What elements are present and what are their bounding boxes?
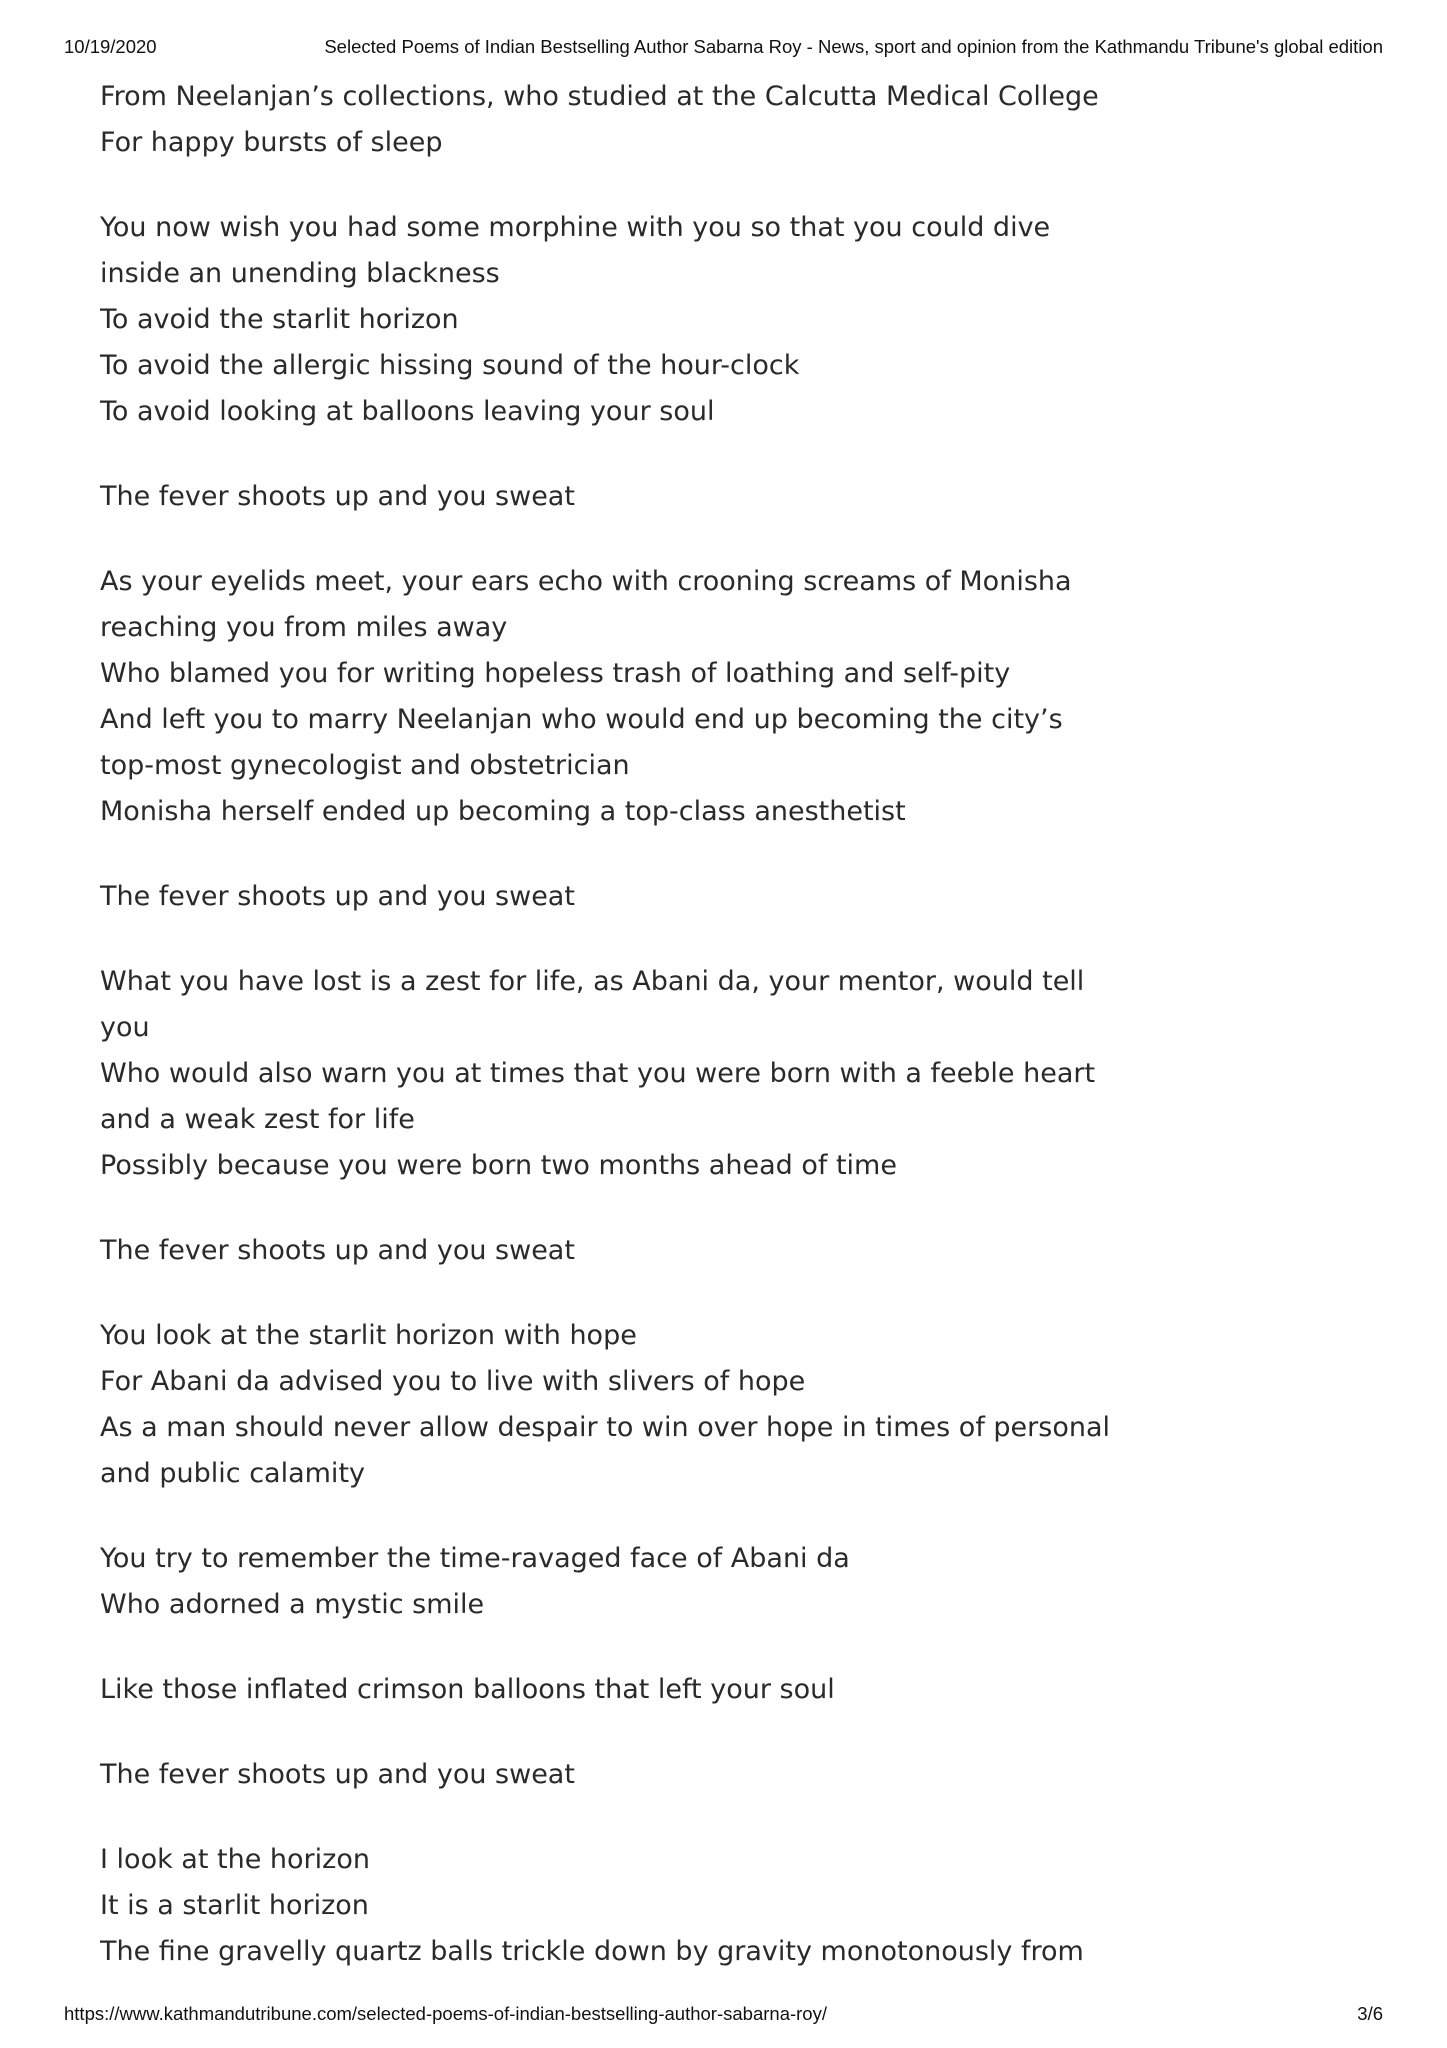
print-date: 10/19/2020 [64,36,157,57]
poem-line: It is a starlit horizon [100,1890,369,1921]
stanza [100,1536,1120,1628]
poem-line: To avoid the starlit horizon [100,304,459,335]
stanza [100,205,1120,435]
stanza [100,874,1120,920]
stanza [100,1752,1120,1798]
poem-line: The fine gravelly quartz balls trickle down by gravity monotonously from [100,1936,1084,1967]
poem-line: inside an unending blackness [100,258,500,289]
poem-line: top-most gynecologist and obstetrician [100,750,630,781]
print-footer [64,2003,1383,2027]
poem-line: and a weak zest for life [100,1104,415,1135]
poem-line: reaching you from miles away [100,612,508,643]
poem-line: Like those inflated crimson balloons that left your soul [100,1674,835,1705]
poem-line: The fever shoots up and you sweat [100,1235,575,1266]
poem-line: From Neelanjan’s collections, who studied at the Calcutta Medical College [100,81,1099,112]
poem-line: Possibly because you were born two months ahead of time [100,1150,897,1181]
poem-line: And left you to marry Neelanjan who would end up becoming the city’s [100,704,1063,735]
poem-line: To avoid looking at balloons leaving your soul [100,396,715,427]
poem-line: As a man should never allow despair to win over hope in times of personal [100,1412,1111,1443]
poem-line: The fever shoots up and you sweat [100,881,575,912]
stanza [100,1228,1120,1274]
poem-line: The fever shoots up and you sweat [100,481,575,512]
poem-line: I look at the horizon [100,1844,370,1875]
poem-line: As your eyelids meet, your ears echo with crooning screams of Monisha [100,566,1072,597]
poem-line: You try to remember the time-ravaged face of Abani da [100,1543,850,1574]
stanza [100,474,1120,520]
stanza [100,559,1120,835]
poem-line: To avoid the allergic hissing sound of the hour-clock [100,350,800,381]
print-header [64,36,1383,60]
page-url: https://www.kathmandutribune.com/selected-poems-of-indian-bestselling-author-sabarna-roy/ [64,2003,827,2024]
stanza [100,74,1120,166]
poem-line: you [100,1012,150,1043]
poem-line: You look at the starlit horizon with hope [100,1320,637,1351]
poem-line: For Abani da advised you to live with slivers of hope [100,1366,806,1397]
stanza [100,1667,1120,1713]
stanza [100,1313,1120,1497]
stanza [100,1837,1120,1975]
poem-line: Who adorned a mystic smile [100,1589,485,1620]
stanza [100,959,1120,1189]
poem-line: and public calamity [100,1458,366,1489]
poem-line: The fever shoots up and you sweat [100,1759,575,1790]
poem-line: Monisha herself ended up becoming a top-class anesthetist [100,796,906,827]
poem-line: Who blamed you for writing hopeless trash of loathing and self-pity [100,658,1011,689]
page-title: Selected Poems of Indian Bestselling Author Sabarna Roy - News, sport and opinion from the Kathmandu Tribune's global edition [324,36,1383,57]
poem-body [100,74,1120,2014]
page-number: 3/6 [1357,2003,1383,2024]
poem-line: What you have lost is a zest for life, as Abani da, your mentor, would tell [100,966,1085,997]
poem-line: You now wish you had some morphine with you so that you could dive [100,212,1051,243]
poem-line: Who would also warn you at times that you were born with a feeble heart [100,1058,1096,1089]
poem-line: For happy bursts of sleep [100,127,443,158]
